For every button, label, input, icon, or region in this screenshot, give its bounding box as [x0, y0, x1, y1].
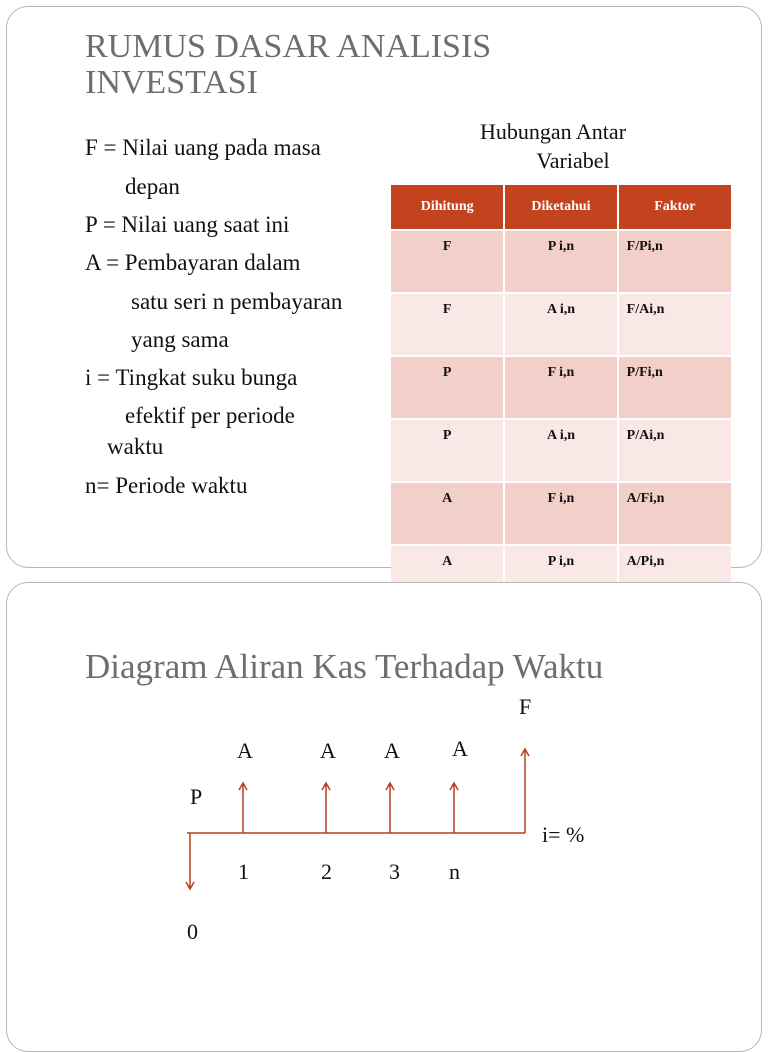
table-cell: A/Pi,n [618, 545, 731, 607]
label-period: 2 [321, 859, 332, 884]
table-cell: P [391, 356, 504, 419]
table-row [391, 482, 731, 545]
table-cell: P i,n [504, 545, 617, 607]
table-cell: F [391, 293, 504, 356]
table-row [391, 293, 731, 356]
label-f: F [519, 694, 532, 719]
label-origin: 0 [187, 919, 198, 944]
table-cell: A i,n [504, 419, 617, 482]
table-caption-line1: Hubungan Antar [479, 119, 627, 144]
cashflow-arrows [7, 583, 763, 1053]
slide-diagram-aliran-kas [6, 582, 762, 1052]
label-a: A [237, 738, 253, 763]
definition-a-cont2: yang sama [131, 327, 229, 352]
definition-f-cont: depan [125, 174, 180, 199]
header-diketahui: Diketahui [504, 185, 617, 230]
table-cell: P/Fi,n [618, 356, 731, 419]
label-period: 1 [238, 859, 249, 884]
table-caption-line2: Variabel [536, 148, 610, 173]
definition-n: n= Periode waktu [85, 473, 248, 498]
table-cell: F/Pi,n [618, 230, 731, 293]
definition-i-cont2: waktu [107, 434, 164, 459]
table-cell: P i,n [504, 230, 617, 293]
table-cell: A [391, 482, 504, 545]
table-cell: F/Ai,n [618, 293, 731, 356]
table-cell: F i,n [504, 356, 617, 419]
label-a: A [320, 738, 336, 763]
label-a: A [384, 738, 400, 763]
header-faktor: Faktor [618, 185, 731, 230]
table-row [391, 356, 731, 419]
definition-i-cont1: efektif per periode [125, 403, 295, 428]
table-cell: P [391, 419, 504, 482]
relationship-table [391, 185, 731, 607]
slide-rumus-dasar [6, 6, 762, 568]
table-cell: A [391, 545, 504, 607]
label-a: A [452, 736, 468, 761]
table-cell: F i,n [504, 482, 617, 545]
slide-title: RUMUS DASAR ANALISIS INVESTASI [85, 28, 492, 101]
label-p: P [190, 784, 203, 809]
definition-i: i = Tingkat suku bunga [85, 365, 298, 390]
definition-f: F = Nilai uang pada masa [85, 135, 321, 160]
table-row [391, 230, 731, 293]
slide-title: Diagram Aliran Kas Terhadap Waktu [85, 647, 604, 686]
table-cell: P/Ai,n [618, 419, 731, 482]
table-cell: A/Fi,n [618, 482, 731, 545]
table-caption [391, 117, 715, 175]
definition-a: A = Pembayaran dalam [85, 250, 301, 275]
label-period: n [449, 859, 460, 884]
header-dihitung: Dihitung [391, 185, 504, 230]
definition-p: P = Nilai uang saat ini [85, 212, 290, 237]
label-period: 3 [389, 859, 400, 884]
table-header-row [391, 185, 731, 230]
definition-a-cont1: satu seri n pembayaran [131, 289, 343, 314]
table-cell: A i,n [504, 293, 617, 356]
table-cell: F [391, 230, 504, 293]
label-interest: i= % [542, 822, 585, 847]
table-row [391, 419, 731, 482]
